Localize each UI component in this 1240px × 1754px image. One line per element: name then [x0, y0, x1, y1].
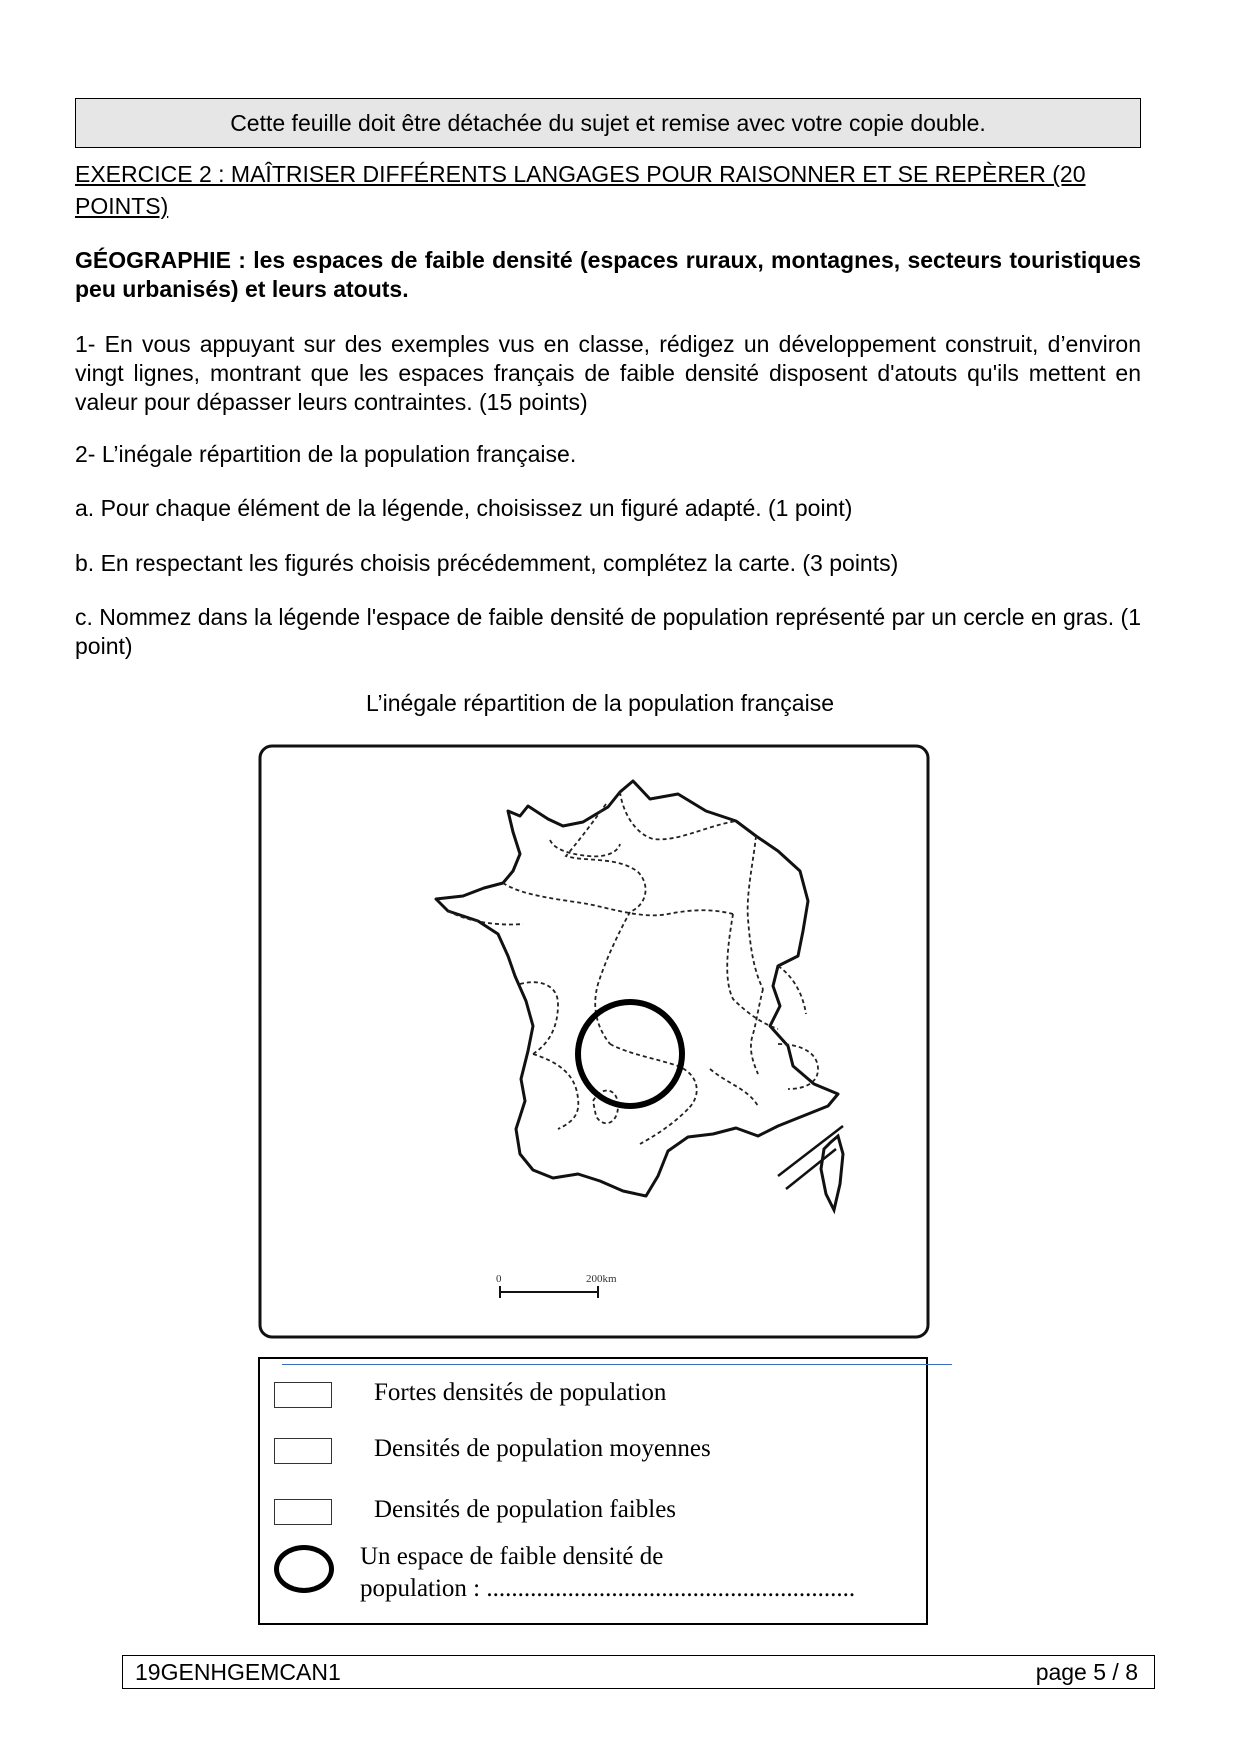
legend-circle-symbol	[274, 1545, 334, 1593]
legend-circle-label	[360, 1541, 855, 1605]
question-1: 1- En vous appuyant sur des exemples vus en classe, rédigez un développement construit, d’environ vingt lignes, montrant que les espaces français de faible densité disposent d'atouts qu'ils mettent en valeur pour dépasser leurs contraintes. (15 points)	[75, 331, 1141, 415]
detach-notice-banner	[75, 98, 1141, 148]
scale-end-label: 200km	[586, 1273, 617, 1285]
question-2b: b. En respectant les figurés choisis précédemment, complétez la carte. (3 points)	[75, 550, 899, 576]
question-2a: a. Pour chaque élément de la légende, choisissez un figuré adapté. (1 point)	[75, 495, 853, 521]
question-2c: c. Nommez dans la légende l'espace de faible densité de population représenté par un cercle en gras. (1 point)	[75, 604, 1141, 659]
detach-notice-text: Cette feuille doit être détachée du sujet et remise avec votre copie double.	[230, 109, 986, 136]
map-caption: L’inégale répartition de la population française	[366, 690, 834, 716]
page-footer	[122, 1655, 1155, 1689]
map-legend	[258, 1357, 928, 1625]
map-frame	[260, 746, 928, 1337]
legend-top-rule	[282, 1364, 952, 1365]
page-number: page 5 / 8	[1035, 1658, 1138, 1685]
france-map	[258, 744, 930, 1339]
legend-label-medium: Densités de population moyennes	[374, 1435, 711, 1462]
geography-heading: GÉOGRAPHIE : les espaces de faible densité (espaces ruraux, montagnes, secteurs touristiques peu urbanisés) et leurs atouts.	[75, 247, 1141, 302]
legend-swatch-low[interactable]	[274, 1499, 332, 1525]
exercise-title: EXERCICE 2 : MAÎTRISER DIFFÉRENTS LANGAGES POUR RAISONNER ET SE REPÈRER (20 POINTS)	[75, 161, 1086, 219]
legend-label-high: Fortes densités de population	[374, 1379, 667, 1406]
legend-swatch-medium[interactable]	[274, 1438, 332, 1464]
document-code: 19GENHGEMCAN1	[135, 1658, 341, 1685]
legend-label-low: Densités de population faibles	[374, 1496, 677, 1523]
question-2: 2- L’inégale répartition de la population française.	[75, 441, 577, 467]
legend-circle-line2[interactable]: population : ...........................................................	[360, 1575, 856, 1602]
legend-swatch-high[interactable]	[274, 1382, 332, 1408]
scale-start-label: 0	[496, 1273, 502, 1285]
legend-circle-line1: Un espace de faible densité de	[360, 1543, 664, 1570]
